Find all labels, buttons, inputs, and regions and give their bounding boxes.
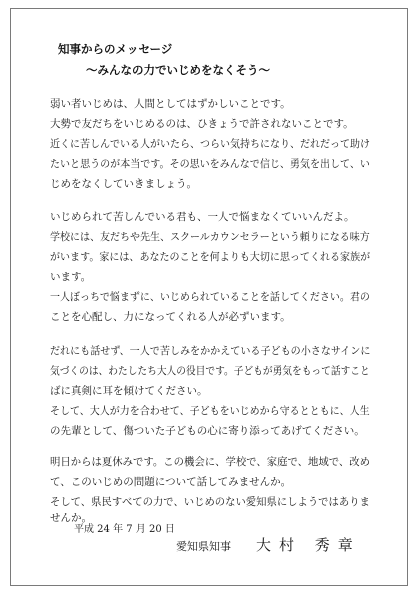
paragraph-2-line-5: 一人ぼっちで悩まずに、いじめられていることを話してください。君の: [50, 291, 370, 303]
message-subheading: ～みんなの力でいじめをなくそう～: [86, 63, 270, 77]
paragraph-1-line-5: じめをなくしていきましょう。: [50, 178, 197, 190]
paragraph-2-line-1: いじめられて苦しんでいる君も、一人で悩まなくていいんだよ。: [50, 211, 355, 223]
paragraph-1-line-3: 近くに苦しんでいる人がいたら、つらい気持ちになり、だれだって助け: [50, 138, 371, 150]
paragraph-3-line-4: そして、大人が力を合わせて、子どもをいじめから守るとともに、人生: [50, 405, 370, 417]
issue-date: 平成 24 年 7 月 20 日: [74, 524, 175, 535]
paragraph-3-line-5: の先輩として、傷ついた子どもの心に寄り添ってあげてください。: [50, 425, 365, 437]
paragraph-3-line-1: だれにも話せず、一人で苦しみをかかえている子どもの小さなサインに: [50, 345, 371, 357]
paragraph-4-line-4: せんか。: [50, 512, 92, 524]
signature-name: 大村 秀章: [256, 536, 361, 554]
paragraph-2-line-2: 学校には、友だちや先生、スクールカウンセラーという頼りになる味方: [50, 231, 370, 243]
paragraph-3-line-3: ばに真剣に耳を傾けてください。: [50, 385, 208, 397]
paragraph-1-line-4: たいと思うのが本当です。その思いをみんなで信じ、勇気を出して、い: [50, 158, 370, 170]
paragraph-1-line-2: 大勢で友だちをいじめるのは、ひきょうで許されないことです。: [50, 118, 354, 130]
message-heading: 知事からのメッセージ: [58, 42, 173, 56]
paragraph-1-line-1: 弱い者いじめは、人間としてはずかしいことです。: [50, 98, 291, 110]
paragraph-2-line-6: ことを心配し、力になってくれる人が必ずいます。: [50, 311, 291, 323]
paragraph-2-line-4: います。: [50, 271, 92, 283]
paragraph-3-line-2: 気づくのは、わたしたち大人の役目です。子どもが勇気をもって話すこと: [50, 365, 370, 377]
paragraph-4-line-1: 明日からは夏休みです。この機会に、学校で、家庭で、地域で、改め: [50, 456, 371, 468]
paragraph-4-line-3: そして、県民すべての力で、いじめのない愛知県にしようではありま: [50, 496, 370, 508]
signature-title: 愛知県知事: [176, 540, 231, 553]
paragraph-2-line-3: がいます。家には、あなたのことを何よりも大切に思ってくれる家族が: [50, 251, 371, 263]
paragraph-4-line-2: て、このいじめの問題について話してみませんか。: [50, 476, 292, 488]
